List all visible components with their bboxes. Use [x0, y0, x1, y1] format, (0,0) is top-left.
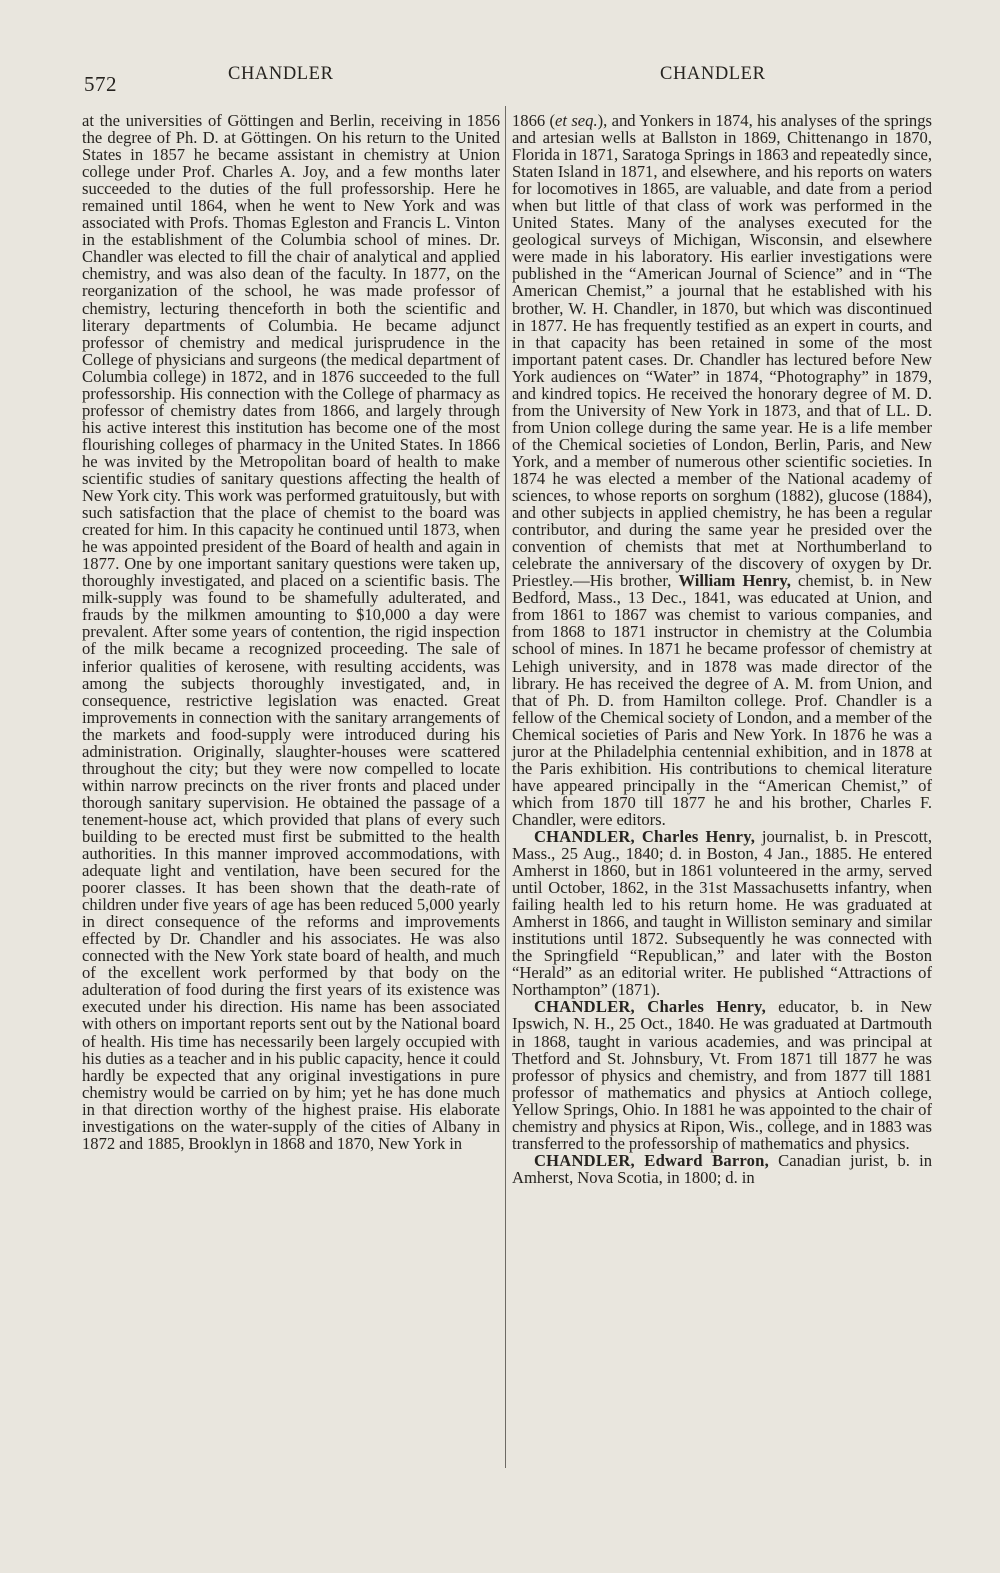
running-head-right: CHANDLER [660, 64, 766, 84]
paragraph-text-end: chemist, b. in New Bedford, Mass., 13 Dec., 1841, was educated at Union, and from 1861 to 1867 was chemist to various companies, and from 1868 to 1871 instructor in chemistry at the Columbia school of mines. In 1871 he became professor of chemistry at Lehigh university, and in 1878 was made director of the library. He has received the degree of A. M. from Union, and that of Ph. D. from Hamilton college. Prof. Chandler is a fellow of the Chemical society of London, and a member of the Chemical societies of Paris and New York. In 1876 he was a juror at the Philadelphia centennial exhibition, and in 1878 at the Paris exhibition. His contributions to chemical literature have appeared principally in the “American Chemist,” of which from 1870 till 1877 he and his brother, Charles F. Chandler, were editors. [512, 571, 932, 829]
page-number: 572 [84, 72, 117, 96]
continued-paragraph [512, 112, 932, 828]
biography-entry [512, 1152, 932, 1186]
biography-entry [512, 998, 932, 1151]
right-column [512, 112, 932, 1186]
entry-headword: CHANDLER, Charles Henry, [534, 826, 756, 846]
paragraph-text-start: 1866 ( [512, 111, 556, 130]
entry-text: Canadian jurist, b. in Amherst, Nova Scotia, in 1800; d. in [512, 1150, 932, 1187]
biography-entry [512, 828, 932, 998]
column-divider [505, 106, 506, 1468]
left-column [82, 112, 500, 1152]
entry-headword: CHANDLER, Charles Henry, [534, 997, 766, 1017]
entry-text: journalist, b. in Prescott, Mass., 25 Aug., 1840; d. in Boston, 4 Jan., 1885. He entered Amherst in 1860, but in 1861 volunteered in the army, served until October, 1862, in the 31st Massachusetts infantry, when failing health led to his return home. He was graduated at Amherst in 1866, and taught in Williston seminary and similar institutions until 1872. Subsequently he was connected with the Springfield “Republican,” and later with the Boston “Herald” as an editorial writer. He published “Attractions of Northampton” (1871). [512, 826, 932, 1000]
entry-text: educator, b. in New Ipswich, N. H., 25 Oct., 1840. He was graduated at Dartmouth in 1868, taught in various academies, and was principal at Thetford and St. Johnsbury, Vt. From 1871 till 1877 he was professor of physics and chemistry, and from 1877 till 1881 professor of mathematics and physics at Antioch college, Yellow Springs, Ohio. In 1881 he was appointed to the chair of chemistry and physics at Ripon, Wis., college, and in 1883 was transferred to the professorship of mathematics and physics. [512, 997, 932, 1153]
continued-paragraph: at the universities of Göttingen and Berlin, receiving in 1856 the degree of Ph. D. at Göttingen. On his return to the United States in 1857 he became assistant in chemistry at Union college under Prof. Charles A. Joy, and a few months later succeeded to the duties of the full professorship. Here he remained until 1864, when he went to New York and was associated with Profs. Thomas Egleston and Francis L. Vinton in the establishment of the Columbia school of mines. Dr. Chandler was elected to fill the chair of analytical and applied chemistry, and was also dean of the faculty. In 1877, on the reorganization of the school, he was made professor of chemistry, lecturing thenceforth in both the scientific and literary departments of Columbia. He became adjunct professor of chemistry and medical jurisprudence in the College of physicians and surgeons (the medical department of Columbia college) in 1872, and in 1876 succeeded to the full professorship. His connection with the College of pharmacy as professor of chemistry dates from 1866, and largely through his active interest this institution has become one of the most flourishing colleges of pharmacy in the United States. In 1866 he was invited by the Metropolitan board of health to make scientific studies of sanitary questions affecting the health of New York city. This work was performed gratuitously, but with such satisfaction that the place of chemist to the board was created for him. In this capacity he continued until 1873, when he was appointed president of the Board of health and again in 1877. One by one important sanitary questions were taken up, thoroughly investigated, and placed on a scientific basis. The milk-supply was found to be shamefully adulterated, and frauds by the milkmen amounting to $10,000 a day were prevalent. After some years of contention, the rigid inspection of the milk became a recognized proceeding. The sale of inferior qualities of kerosene, with resulting accidents, was among the subjects thoroughly investigated, and, in consequence, restrictive legislation was enacted. Great improvements in connection with the sanitary arrangements of the markets and food-supply were introduced during his administration. Originally, slaughter-houses were scattered throughout the city; but they were now compelled to locate within narrow precincts on the river fronts and placed under thorough sanitary supervision. He obtained the passage of a tenement-house act, which provided that plans of every such building to be erected must first be submitted to the health authorities. In this manner improved accommodations, with adequate light and ventilation, have been secured for the poorer classes. It has been shown that the death-rate of children under five years of age has been reduced 5,000 yearly in direct consequence of the reforms and improvements effected by Dr. Chandler and his associates. He was also connected with the New York state board of health, and much of the excellent work performed by that body on the adulteration of food during the first years of its existence was executed under his direction. His name has been associated with others on important reports sent out by the National board of health. His time has necessarily been largely occupied with his duties as a teacher and in his public capacity, hence it could hardly be expected that any original investigations in pure chemistry would be carried on by him; yet he has done much in that direction worthy of the highest praise. His elaborate investigations on the water-supply of the cities of Albany in 1872 and 1885, Brooklyn in 1868 and 1870, New York in [82, 111, 500, 1153]
paragraph-text-middle: ), and Yonkers in 1874, his analyses of the springs and artesian wells at Ballston in 1869, Chittenango in 1870, Florida in 1871, Saratoga Springs in 1863 and repeatedly since, Staten Island in 1871, and elsewhere, and his reports on waters for locomotives in 1865, are valuable, and date from a period when but little of that class of work was performed in the United States. Many of the analyses executed for the geological surveys of Michigan, Wisconsin, and elsewhere were made in his laboratory. His earlier investigations were published in the “American Journal of Science” and in “The American Chemist,” a journal that he established with his brother, W. H. Chandler, in 1870, but which was discontinued in 1877. He has frequently testified as an expert in courts, and in that capacity has been retained in some of the most important patent cases. Dr. Chandler has lectured before New York audiences on “Water” in 1874, “Photography” in 1879, and kindred topics. He received the honorary degree of M. D. from the University of New York in 1873, and that of LL. D. from Union college during the same year. He is a life member of the Chemical societies of London, Berlin, Paris, and New York, and a member of numerous other scientific societies. In 1874 he was elected a member of the National academy of sciences, to whose reports on sorghum (1882), glucose (1884), and other subjects in applied chemistry, he has been a regular contributor, and during the same year he presided over the convention of chemists that met at Northumberland to celebrate the anniversary of the discovery of oxygen by Dr. Priestley.—His brother, [512, 111, 932, 591]
entry-headword: CHANDLER, Edward Barron, [534, 1150, 769, 1170]
italic-phrase: et seq. [555, 111, 598, 130]
running-head-left: CHANDLER [228, 64, 334, 84]
brother-name: William Henry, [678, 571, 791, 591]
